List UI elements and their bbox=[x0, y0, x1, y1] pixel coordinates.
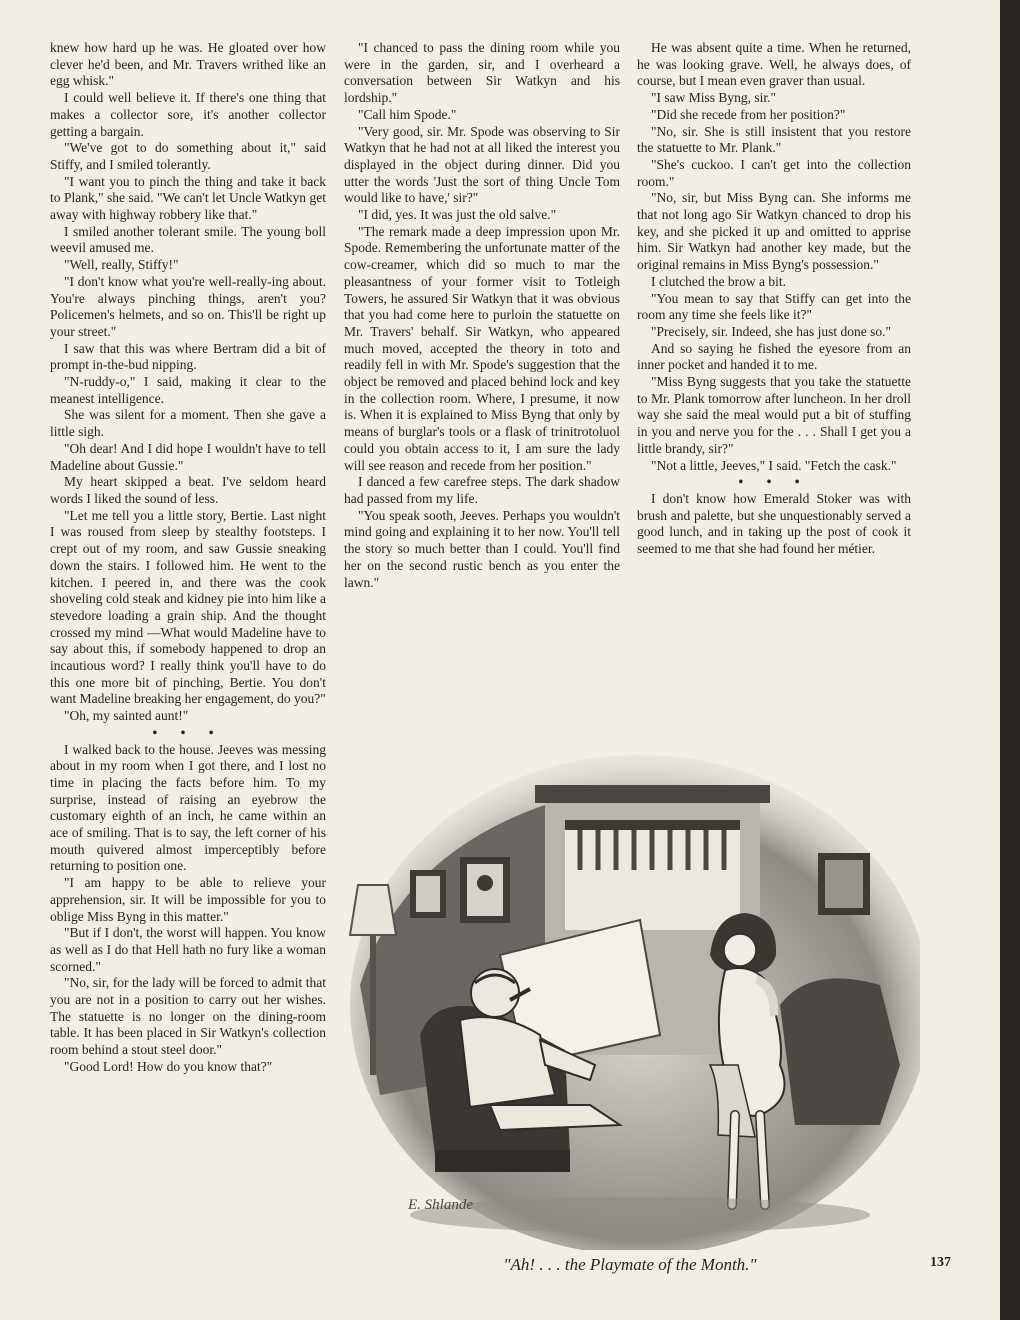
page-edge bbox=[1000, 0, 1020, 1320]
section-break: • • • bbox=[738, 474, 810, 490]
model-head bbox=[724, 934, 756, 966]
paragraph: "We've got to do something about it," said Stiffy, and I smiled tolerantly. bbox=[50, 140, 326, 172]
paragraph: "I chanced to pass the dining room while you were in the garden, sir, and I overheard a conversation between Sir Watkyn and his lordship." bbox=[344, 40, 620, 106]
paragraph: I danced a few carefree steps. The dark shadow had passed from my life. bbox=[344, 474, 620, 506]
paragraph: "Good Lord! How do you know that?" bbox=[64, 1058, 273, 1074]
paragraph: "The remark made a deep impression upon Mr. Spode. Remembering the unfortunate matter of the cow-creamer, which did so much to mar the pleasantness of your former visit to Totleigh Towers, he assured Sir Watkyn that it was obvious that you had come here to purloin the statuette on Mr. Travers' behalf. Sir Watkyn, who appeared much moved, accepted the theory in toto and readily fell in with Mr. Spode's suggestion that the object be removed and placed behind lock and key in the collection room. Where, I presume, it now is. When it is explained to Miss Byng that only by means of burglar's tools or a flask of trinitrotoluol could you obtain access to it, I am sure the lady will see reason and recede from her position." bbox=[344, 223, 620, 473]
paragraph: "I am happy to be able to relieve your apprehension, sir. It will be impossible for you to oblige Miss Byng in this matter." bbox=[50, 875, 326, 924]
paragraph: "I want you to pinch the thing and take it back to Plank," she said. "We can't let Uncle Watkyn get away with highway robbery like that." bbox=[50, 173, 326, 223]
paragraph: "N-ruddy-o," I said, making it clear to the meanest intelligence. bbox=[50, 374, 326, 406]
paragraph: "You mean to say that Stiffy can get into the room any time she feels like it?" bbox=[637, 290, 911, 323]
cartoon-illustration bbox=[340, 735, 920, 1250]
paragraph: "Well, really, Stiffy!" bbox=[64, 257, 179, 273]
text-column-1 bbox=[50, 40, 326, 1076]
armchair-right bbox=[780, 978, 900, 1125]
paragraph: I don't know how Emerald Stoker was with brush and palette, but she unquestionably served a good lunch, and in taking up the post of cook it seemed to me that she had found her métier. bbox=[637, 490, 911, 557]
paragraph: I saw that this was where Bertram did a bit of prompt in-the-bud nipping. bbox=[50, 340, 326, 373]
cartoon-caption: "Ah! . . . the Playmate of the Month." bbox=[503, 1255, 757, 1274]
paragraph: "Miss Byng suggests that you take the statuette to Mr. Plank tomorrow after luncheon. In her droll way she said the meal would put a bit of stuffing in you and nerve you for the . . . Shall I get you a little brandy, sir?" bbox=[637, 374, 911, 456]
paragraph: I could well believe it. If there's one thing that makes a collector sore, it's another collector getting a bargain. bbox=[50, 90, 326, 139]
paragraph: I walked back to the house. Jeeves was messing about in my room when I got there, and I lost no time in placing the facts before him. To my surprise, instead of raising an eyebrow the customary eighth of an inch, he came within an ace of smiling. That is to say, the left corner of his mouth quivered almost imperceptibly before returning to position one. bbox=[50, 741, 326, 874]
paragraph: "Did she recede from her position?" bbox=[651, 106, 846, 122]
paragraph: "Let me tell you a little story, Bertie. Last night I was roused from sleep by stealthy footsteps. I crept out of my room, and saw Gussie sneaking down the stairs. I followed him. He went to the kitchen. I peered in, and there was the cook shoveling cold steak and kidney pie into him like a stevedore loading a grain ship. And the thought crossed my mind —What would Madeline have to say about this, if somebody happened to drop an incautious word? I really think you'll have to do this one more bit of pinching, Bertie. You don't want Madeline breaking her engagement, do you?" bbox=[50, 507, 326, 707]
paragraph: "Call him Spode." bbox=[358, 106, 457, 122]
text-column-3 bbox=[637, 40, 911, 558]
paragraph: "Very good, sir. Mr. Spode was observing to Sir Watkyn that he had not at all liked the interest you displayed in the object during dinner. Did you utter the words 'Just the sort of thing Uncle Tom would like to have,' sir?" bbox=[344, 123, 620, 206]
paragraph: "Oh, my sainted aunt!" bbox=[64, 708, 189, 724]
paragraph: "But if I don't, the worst will happen. You know as well as I do that Hell hath no fury like a woman scorned." bbox=[50, 925, 326, 974]
lamp bbox=[350, 885, 396, 935]
cartoonist-signature: E. Shlande bbox=[408, 1197, 473, 1213]
paragraph: "Not a little, Jeeves," I said. "Fetch the cask." bbox=[651, 457, 897, 473]
paragraph: knew how hard up he was. He gloated over how clever he'd been, and Mr. Travers writhed like an egg whisk." bbox=[50, 40, 326, 89]
paragraph: "I did, yes. It was just the old salve." bbox=[358, 207, 557, 223]
paragraph: "Precisely, sir. Indeed, she has just done so." bbox=[651, 323, 891, 339]
paragraph: "I don't know what you're well-really-ing about. You're always pinching things, aren't you? Policemen's helmets, and so on. This'll be right up your street." bbox=[50, 273, 326, 339]
paragraph: My heart skipped a beat. I've seldom heard words I liked the sound of less. bbox=[50, 474, 326, 506]
page-number: 137 bbox=[930, 1255, 951, 1270]
text-column-2 bbox=[344, 40, 620, 591]
section-break: • • • bbox=[152, 724, 224, 740]
paragraph: "Oh dear! And I did hope I wouldn't have to tell Madeline about Gussie." bbox=[50, 440, 326, 473]
paragraph: "No, sir, but Miss Byng can. She informs me that not long ago Sir Watkyn chanced to drop his key, and she picked it up and omitted to apprise him. Sir Watkyn had another key made, but the original remains in Miss Byng's possession." bbox=[637, 190, 911, 273]
paragraph: "You speak sooth, Jeeves. Perhaps you wouldn't mind going and explaining it to her now. You'll tell the story so much better than I could. You'll find her on the second rustic bench as you enter the lawn." bbox=[344, 507, 620, 590]
paragraph: "No, sir. She is still insistent that you restore the statuette to Mr. Plank." bbox=[637, 123, 911, 156]
paragraph: I clutched the brow a bit. bbox=[651, 273, 786, 289]
paragraph: And so saying he fished the eyesore from an inner pocket and handed it to me. bbox=[637, 340, 911, 373]
paragraph: I smiled another tolerant smile. The young boll weevil amused me. bbox=[50, 223, 326, 256]
paragraph: "I saw Miss Byng, sir." bbox=[651, 90, 777, 106]
paragraph: She was silent for a moment. Then she gave a little sigh. bbox=[50, 407, 326, 440]
paragraph: He was absent quite a time. When he returned, he was looking grave. Well, he always does, of course, but I mean even graver than usual. bbox=[637, 40, 911, 89]
paragraph: "No, sir, for the lady will be forced to admit that you are not in a position to carry out her wishes. The statuette is no longer on the dining-room table. It has been placed in Sir Watkyn's collection room behind a stout steel door." bbox=[50, 975, 326, 1058]
paragraph: "She's cuckoo. I can't get into the collection room." bbox=[637, 156, 911, 189]
